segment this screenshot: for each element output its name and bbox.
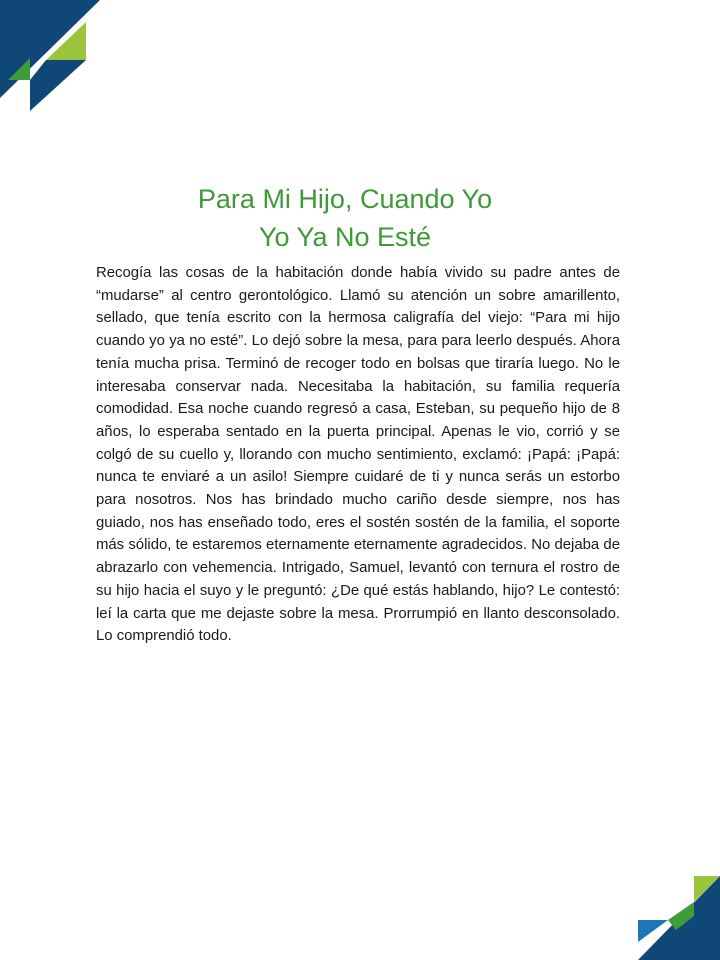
- title-line-1: Para Mi Hijo, Cuando Yo: [197, 184, 493, 214]
- story-paragraph: Recogía las cosas de la habitación donde había vivido su padre antes de “mudarse” al centro gerontológico. Llamó su atención un sobre amarillento, sellado, que tenía escrito con la hermosa caligrafía del viejo: “Para mi hijo cuando yo ya no esté”. Lo dejó sobre la mesa, para para leerlo después. Ahora tenía mucha prisa. Terminó de recoger todo en bolsas que tiraría luego. No le interesaba conservar nada. Necesitaba la habitación, su familia requería comodidad. Esa noche cuando regresó a casa, Esteban, su pequeño hijo de 8 años, lo esperaba sentado en la puerta principal. Apenas le vio, corrió y se colgó de su cuello y, llorando con mucho sentimiento, exclamó: ¡Papá: ¡Papá: nunca te enviaré a un asilo! Siempre cuidaré de ti y nunca serás un estorbo para nosotros. Nos has brindado mucho cariño desde siempre, nos has guiado, nos has enseñado todo, eres el sostén sostén de la familia, el soporte más sólido, te estaremos eternamente eternamente agradecidos. No dejaba de abrazarlo con vehemencia. Intrigado, Samuel, levantó con ternura el rostro de su hijo hacia el suyo y le preguntó: ¿De qué estás hablando, hijo? Le contestó: leí la carta que me dejaste sobre la mesa. Prorrumpió en llanto desconsolado. Lo comprendió todo.: [96, 265, 620, 645]
- corner-triangles-decoration-top-left: [0, 0, 102, 112]
- title-line-2: Yo Ya No Esté: [258, 222, 432, 252]
- page-title: [120, 180, 570, 256]
- corner-triangles-decoration-bottom-right: [638, 876, 720, 960]
